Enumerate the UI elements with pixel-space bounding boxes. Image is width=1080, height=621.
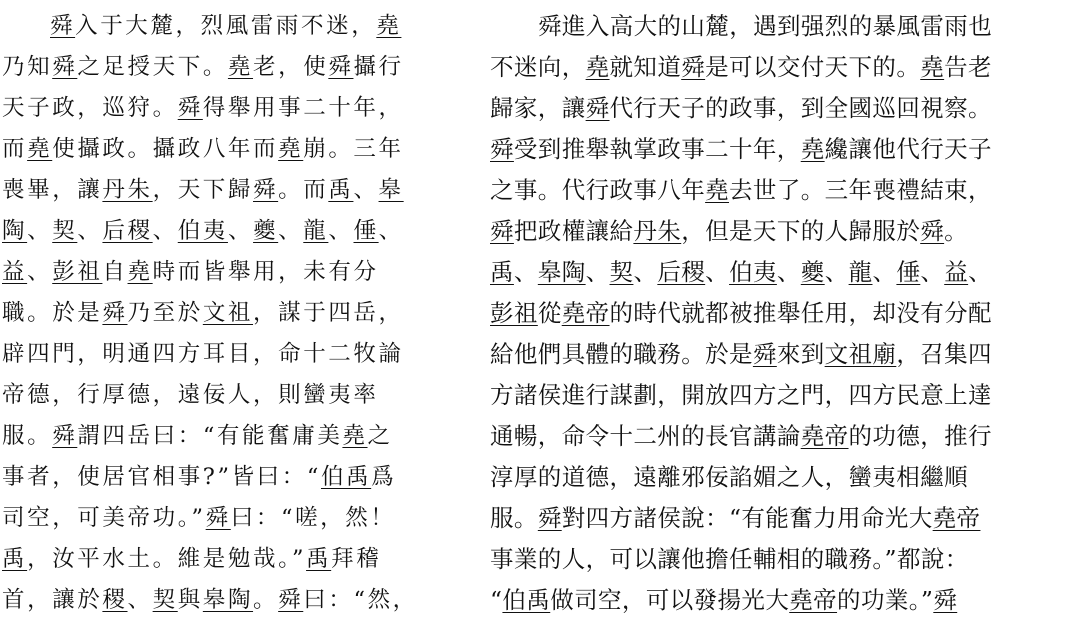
proper-name: 禹 xyxy=(490,258,514,286)
proper-name: 舜 xyxy=(920,217,945,245)
proper-name: 皋陶 xyxy=(202,587,254,613)
proper-name: 倕 xyxy=(896,258,921,286)
proper-name: 禹 xyxy=(306,546,332,572)
proper-name: 舜 xyxy=(490,135,514,163)
text-segment: 是可以交付天下的。 xyxy=(705,53,921,81)
text-line xyxy=(490,375,1078,416)
text-segment: 通暢，命令十二州的長官講論 xyxy=(490,422,801,450)
proper-name: 伯夷 xyxy=(177,218,228,244)
text-segment: 。 xyxy=(253,587,279,613)
text-line xyxy=(490,498,1078,539)
text-segment: 、 xyxy=(378,218,404,244)
proper-name: 舜 xyxy=(933,586,958,614)
text-segment: 老，使 xyxy=(253,54,329,80)
text-segment: 首，讓於 xyxy=(2,587,103,613)
text-line xyxy=(490,47,1078,88)
text-line xyxy=(2,47,448,88)
text-line xyxy=(490,170,1078,211)
proper-name: 益 xyxy=(944,258,969,286)
text-line xyxy=(2,498,448,539)
text-segment: 、 xyxy=(824,258,849,286)
text-segment: 使攝政。攝政八年而 xyxy=(52,136,279,162)
proper-name: 堯 xyxy=(585,53,610,81)
proper-name: 皋 xyxy=(378,177,404,203)
text-segment: 職。於是 xyxy=(2,300,103,326)
text-segment: 的時代就都被推舉任用，却没有分配 xyxy=(609,299,992,327)
proper-name: 契 xyxy=(152,587,178,613)
text-segment: 、 xyxy=(278,218,304,244)
proper-name: 舜 xyxy=(490,217,514,245)
text-segment: 就知道 xyxy=(609,53,682,81)
text-line xyxy=(2,293,448,334)
text-segment: 乃知 xyxy=(2,54,53,80)
text-segment: ，召集四 xyxy=(896,340,992,368)
text-segment: 自 xyxy=(102,259,128,285)
text-segment: 對四方諸侯說：“有能奮力用命光大 xyxy=(561,504,933,532)
text-line xyxy=(490,129,1078,170)
proper-name: 彭祖 xyxy=(490,299,538,327)
proper-name: 堯 xyxy=(376,13,402,39)
text-segment: 歸家，讓 xyxy=(490,94,586,122)
proper-name: 龍 xyxy=(303,218,329,244)
proper-name: 堯 xyxy=(705,176,730,204)
text-segment: 、 xyxy=(776,258,801,286)
text-segment: 舜進入高大的山麓，遇到强烈的暴風雷雨也 xyxy=(538,12,993,40)
text-line xyxy=(2,416,448,457)
proper-name: 舜 xyxy=(52,423,78,449)
text-segment: 司空，可美帝功。” xyxy=(2,505,206,531)
text-segment: 曰：“然， xyxy=(303,587,418,613)
text-segment: 、 xyxy=(27,259,53,285)
text-segment: ，謀于四岳， xyxy=(253,300,404,326)
text-line xyxy=(2,252,448,293)
proper-name: 文祖廟 xyxy=(824,340,897,368)
text-segment: 服。 xyxy=(490,504,538,532)
text-segment: 、 xyxy=(127,587,153,613)
text-line xyxy=(490,334,1078,375)
text-line xyxy=(2,211,448,252)
text-line xyxy=(490,293,1078,334)
proper-name: 丹朱 xyxy=(633,217,682,245)
text-segment: 、 xyxy=(353,177,379,203)
text-line xyxy=(2,170,448,211)
text-segment: 、 xyxy=(705,258,730,286)
text-segment: 喪畢，讓 xyxy=(2,177,103,203)
text-segment: 。 xyxy=(944,217,969,245)
text-segment: 、 xyxy=(152,218,178,244)
text-line xyxy=(490,6,1078,47)
text-segment: 辟四門，明通四方耳目，命十二牧論 xyxy=(2,341,404,367)
text-segment: 、 xyxy=(328,218,354,244)
proper-name: 舜 xyxy=(752,340,777,368)
text-line xyxy=(2,457,448,498)
text-segment: 帝德，行厚德，遠佞人，則蠻夷率 xyxy=(2,382,379,408)
proper-name: 禹 xyxy=(2,546,28,572)
proper-name: 陶 xyxy=(2,218,28,244)
text-segment: 攝行 xyxy=(353,54,404,80)
text-line xyxy=(490,211,1078,252)
text-segment: “ xyxy=(490,586,503,614)
text-segment: 、 xyxy=(872,258,897,286)
text-line xyxy=(490,457,1078,498)
text-segment: 事業的人，可以讓他擔任輔相的職務。”都說： xyxy=(490,545,969,573)
text-segment: 給他們具體的職務。於是 xyxy=(490,340,753,368)
proper-name: 舜 xyxy=(681,53,706,81)
text-segment: 與 xyxy=(177,587,203,613)
text-segment: 。而 xyxy=(278,177,329,203)
text-segment: 爲 xyxy=(371,464,397,490)
text-line xyxy=(2,375,448,416)
text-segment: 天子政，巡狩。 xyxy=(2,95,178,121)
proper-name: 堯 xyxy=(800,135,825,163)
text-segment: 、 xyxy=(968,258,993,286)
proper-name: 堯帝 xyxy=(789,586,838,614)
proper-name: 堯 xyxy=(342,423,368,449)
text-segment: 做司空，可以發揚光大 xyxy=(550,586,790,614)
text-segment: 、 xyxy=(77,218,103,244)
proper-name: 龍 xyxy=(848,258,873,286)
text-segment: 服。 xyxy=(2,423,53,449)
text-segment: 、 xyxy=(585,258,610,286)
text-segment: 的功業。” xyxy=(837,586,934,614)
text-segment: 、 xyxy=(227,218,254,244)
text-line xyxy=(2,580,448,621)
text-segment: 淳厚的道德，遠離邪佞諂媚之人，蠻夷相繼順 xyxy=(490,463,968,491)
text-segment: 得舉用事二十年， xyxy=(202,95,404,121)
text-segment: 不迷向， xyxy=(490,53,586,81)
proper-name: 舜 xyxy=(102,300,128,326)
text-segment: 告老 xyxy=(944,53,992,81)
text-segment: 之足授天下。 xyxy=(77,54,228,80)
text-segment: 乃至於 xyxy=(127,300,203,326)
proper-name: 舜 xyxy=(177,95,203,121)
text-line xyxy=(2,6,448,47)
proper-name: 丹朱 xyxy=(102,177,153,203)
text-segment: 事者，使居官相事?”皆曰：“ xyxy=(2,464,321,490)
proper-name: 堯帝 xyxy=(932,504,981,532)
text-segment: 纔讓他代行天子 xyxy=(824,135,992,163)
proper-name: 堯帝 xyxy=(800,422,849,450)
text-segment: 來到 xyxy=(776,340,825,368)
proper-name: 后稷 xyxy=(102,218,153,244)
text-segment: 之 xyxy=(367,423,393,449)
text-segment: ，汝平水土。維是勉哉。” xyxy=(27,546,307,572)
proper-name: 后稷 xyxy=(657,258,706,286)
proper-name: 伯夷 xyxy=(729,258,777,286)
text-segment: 而 xyxy=(2,136,28,162)
text-line xyxy=(490,539,1078,580)
text-segment: 去世了。三年喪禮結束， xyxy=(729,176,992,204)
text-segment: 、 xyxy=(920,258,945,286)
proper-name: 舜 xyxy=(278,587,304,613)
text-segment: 、 xyxy=(27,218,53,244)
text-segment: 、 xyxy=(513,258,538,286)
proper-name: 堯 xyxy=(278,136,304,162)
proper-name: 舜 xyxy=(205,505,231,531)
text-segment: 謂四岳曰：“有能奮庸美 xyxy=(77,423,343,449)
proper-name: 禹 xyxy=(328,177,354,203)
text-segment: 方諸侯進行謀劃，開放四方之門，四方民意上達 xyxy=(490,381,992,409)
text-line xyxy=(490,580,1078,621)
text-segment: 崩。三年 xyxy=(303,136,404,162)
proper-name: 倕 xyxy=(353,218,379,244)
proper-name: 堯 xyxy=(920,53,945,81)
text-segment: 從 xyxy=(537,299,562,327)
proper-name: 文祖 xyxy=(202,300,254,326)
proper-name: 堯帝 xyxy=(561,299,610,327)
proper-name: 皋陶 xyxy=(537,258,586,286)
proper-name: 契 xyxy=(52,218,78,244)
text-line xyxy=(490,416,1078,457)
text-line xyxy=(490,88,1078,129)
proper-name: 舜 xyxy=(52,54,78,80)
text-segment: 曰：“嗟，然！ xyxy=(230,505,396,531)
proper-name: 益 xyxy=(2,259,28,285)
classical-text-column xyxy=(2,6,448,621)
proper-name: 夔 xyxy=(253,218,279,244)
proper-name: 契 xyxy=(609,258,634,286)
text-segment: 之事。代行政事八年 xyxy=(490,176,706,204)
proper-name: 舜 xyxy=(253,177,279,203)
proper-name: 夔 xyxy=(800,258,825,286)
text-segment: 把政權讓給 xyxy=(513,217,634,245)
text-segment: 入于大麓，烈風雷雨不迷， xyxy=(75,13,377,39)
text-segment: 的功德，推行 xyxy=(848,422,992,450)
text-segment: 代行天子的政事，到全國巡回視察。 xyxy=(609,94,992,122)
proper-name: 舜 xyxy=(537,504,562,532)
text-line xyxy=(2,88,448,129)
proper-name: 舜 xyxy=(328,54,354,80)
proper-name: 伯禹 xyxy=(320,464,372,490)
proper-name: 稷 xyxy=(102,587,128,613)
text-segment: 拜稽 xyxy=(331,546,382,572)
proper-name: 伯禹 xyxy=(502,586,551,614)
text-line xyxy=(490,252,1078,293)
text-segment: 時而皆舉用，未有分 xyxy=(152,259,379,285)
translation-column xyxy=(490,6,1078,621)
proper-name: 舜 xyxy=(50,13,76,39)
proper-name: 堯 xyxy=(27,136,53,162)
text-segment: 、 xyxy=(633,258,658,286)
text-segment: ，天下歸 xyxy=(152,177,254,203)
text-line xyxy=(2,129,448,170)
proper-name: 彭祖 xyxy=(52,259,103,285)
text-line xyxy=(2,334,448,375)
text-segment: ，但是天下的人歸服於 xyxy=(681,217,921,245)
proper-name: 舜 xyxy=(585,94,610,122)
text-segment: 受到推舉執掌政事二十年， xyxy=(513,135,801,163)
proper-name: 堯 xyxy=(227,54,254,80)
proper-name: 堯 xyxy=(127,259,153,285)
text-line xyxy=(2,539,448,580)
